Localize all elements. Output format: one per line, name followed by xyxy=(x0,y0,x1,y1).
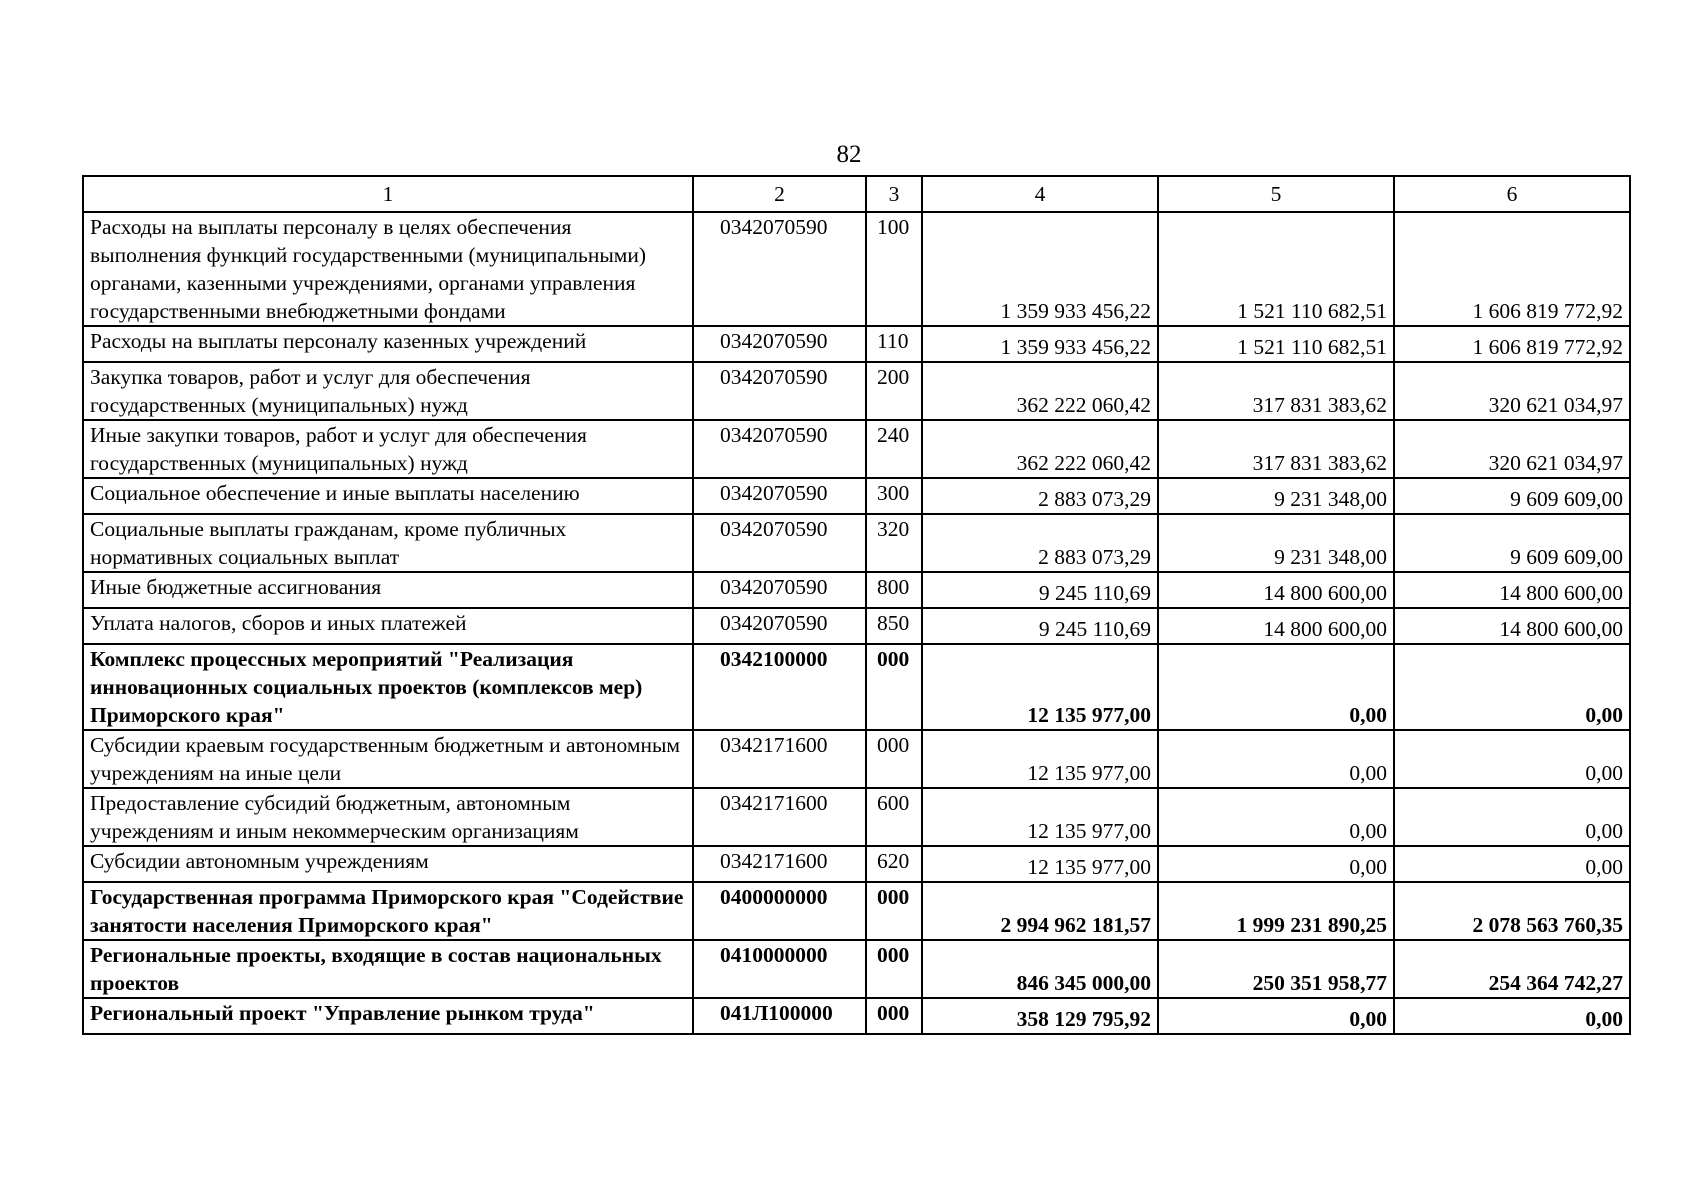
amount-year-2-cell: 0,00 xyxy=(1158,644,1394,730)
column-number: 2 xyxy=(693,176,866,212)
row-name-cell: Социальные выплаты гражданам, кроме публичных нормативных социальных выплат xyxy=(83,514,693,572)
row-name-cell: Субсидии краевым государственным бюджетным и автономным учреждениям на иные цели xyxy=(83,730,693,788)
amount-year-2-cell: 250 351 958,77 xyxy=(1158,940,1394,998)
amount-year-1-cell: 2 994 962 181,57 xyxy=(922,882,1158,940)
target-article-code-cell: 0342070590 xyxy=(693,212,866,326)
target-article-code-cell: 0400000000 xyxy=(693,882,866,940)
amount-year-2-cell: 14 800 600,00 xyxy=(1158,572,1394,608)
row-name-cell: Предоставление субсидий бюджетным, автономным учреждениям и иным некоммерческим организациям xyxy=(83,788,693,846)
amount-year-2-cell: 0,00 xyxy=(1158,730,1394,788)
column-number-row xyxy=(83,176,1630,212)
amount-year-3-cell: 14 800 600,00 xyxy=(1394,608,1630,644)
row-name-cell: Региональный проект "Управление рынком труда" xyxy=(83,998,693,1034)
amount-year-1-cell: 846 345 000,00 xyxy=(922,940,1158,998)
row-name-cell: Расходы на выплаты персоналу в целях обеспечения выполнения функций государственными (муниципальными) органами, казенными учреждениями, органами управления государственными внебюджетными фондами xyxy=(83,212,693,326)
expense-type-code-cell: 110 xyxy=(866,326,922,362)
amount-year-1-cell: 9 245 110,69 xyxy=(922,608,1158,644)
column-number: 4 xyxy=(922,176,1158,212)
amount-year-2-cell: 9 231 348,00 xyxy=(1158,478,1394,514)
row-name-cell: Социальное обеспечение и иные выплаты населению xyxy=(83,478,693,514)
expense-type-code-cell: 850 xyxy=(866,608,922,644)
amount-year-1-cell: 358 129 795,92 xyxy=(922,998,1158,1034)
table-row xyxy=(83,326,1630,362)
amount-year-1-cell: 12 135 977,00 xyxy=(922,846,1158,882)
target-article-code-cell: 0342070590 xyxy=(693,608,866,644)
table-row xyxy=(83,572,1630,608)
target-article-code-cell: 0342171600 xyxy=(693,730,866,788)
target-article-code-cell: 0410000000 xyxy=(693,940,866,998)
amount-year-1-cell: 2 883 073,29 xyxy=(922,478,1158,514)
target-article-code-cell: 0342070590 xyxy=(693,362,866,420)
target-article-code-cell: 0342171600 xyxy=(693,846,866,882)
expense-type-code-cell: 620 xyxy=(866,846,922,882)
row-name-cell: Региональные проекты, входящие в состав национальных проектов xyxy=(83,940,693,998)
amount-year-2-cell: 0,00 xyxy=(1158,846,1394,882)
expense-type-code-cell: 000 xyxy=(866,644,922,730)
amount-year-3-cell: 254 364 742,27 xyxy=(1394,940,1630,998)
amount-year-1-cell: 1 359 933 456,22 xyxy=(922,212,1158,326)
budget-table xyxy=(82,175,1631,1035)
table-row xyxy=(83,514,1630,572)
row-name-cell: Иные закупки товаров, работ и услуг для обеспечения государственных (муниципальных) нужд xyxy=(83,420,693,478)
amount-year-1-cell: 362 222 060,42 xyxy=(922,420,1158,478)
row-name-cell: Расходы на выплаты персоналу казенных учреждений xyxy=(83,326,693,362)
amount-year-3-cell: 1 606 819 772,92 xyxy=(1394,326,1630,362)
amount-year-2-cell: 1 999 231 890,25 xyxy=(1158,882,1394,940)
amount-year-3-cell: 0,00 xyxy=(1394,644,1630,730)
column-number: 6 xyxy=(1394,176,1630,212)
amount-year-3-cell: 14 800 600,00 xyxy=(1394,572,1630,608)
amount-year-2-cell: 0,00 xyxy=(1158,788,1394,846)
table-row xyxy=(83,940,1630,998)
amount-year-1-cell: 1 359 933 456,22 xyxy=(922,326,1158,362)
table-row xyxy=(83,212,1630,326)
amount-year-2-cell: 0,00 xyxy=(1158,998,1394,1034)
row-name-cell: Государственная программа Приморского края "Содействие занятости населения Приморского края" xyxy=(83,882,693,940)
amount-year-2-cell: 1 521 110 682,51 xyxy=(1158,212,1394,326)
amount-year-1-cell: 12 135 977,00 xyxy=(922,730,1158,788)
amount-year-3-cell: 9 609 609,00 xyxy=(1394,514,1630,572)
table-row xyxy=(83,420,1630,478)
expense-type-code-cell: 000 xyxy=(866,882,922,940)
amount-year-3-cell: 1 606 819 772,92 xyxy=(1394,212,1630,326)
row-name-cell: Иные бюджетные ассигнования xyxy=(83,572,693,608)
row-name-cell: Субсидии автономным учреждениям xyxy=(83,846,693,882)
expense-type-code-cell: 200 xyxy=(866,362,922,420)
expense-type-code-cell: 000 xyxy=(866,730,922,788)
amount-year-3-cell: 320 621 034,97 xyxy=(1394,362,1630,420)
expense-type-code-cell: 300 xyxy=(866,478,922,514)
expense-type-code-cell: 000 xyxy=(866,998,922,1034)
expense-type-code-cell: 600 xyxy=(866,788,922,846)
expense-type-code-cell: 320 xyxy=(866,514,922,572)
amount-year-1-cell: 12 135 977,00 xyxy=(922,788,1158,846)
row-name-cell: Уплата налогов, сборов и иных платежей xyxy=(83,608,693,644)
table-row xyxy=(83,788,1630,846)
table-row xyxy=(83,998,1630,1034)
expense-type-code-cell: 800 xyxy=(866,572,922,608)
target-article-code-cell: 0342070590 xyxy=(693,326,866,362)
amount-year-1-cell: 2 883 073,29 xyxy=(922,514,1158,572)
row-name-cell: Закупка товаров, работ и услуг для обеспечения государственных (муниципальных) нужд xyxy=(83,362,693,420)
expense-type-code-cell: 000 xyxy=(866,940,922,998)
column-number: 5 xyxy=(1158,176,1394,212)
amount-year-2-cell: 317 831 383,62 xyxy=(1158,362,1394,420)
amount-year-3-cell: 2 078 563 760,35 xyxy=(1394,882,1630,940)
target-article-code-cell: 0342070590 xyxy=(693,572,866,608)
target-article-code-cell: 0342070590 xyxy=(693,420,866,478)
expense-type-code-cell: 100 xyxy=(866,212,922,326)
amount-year-3-cell: 9 609 609,00 xyxy=(1394,478,1630,514)
amount-year-3-cell: 0,00 xyxy=(1394,998,1630,1034)
table-row xyxy=(83,478,1630,514)
table-row xyxy=(83,362,1630,420)
page-number: 82 xyxy=(836,141,862,168)
amount-year-2-cell: 9 231 348,00 xyxy=(1158,514,1394,572)
expense-type-code-cell: 240 xyxy=(866,420,922,478)
amount-year-1-cell: 9 245 110,69 xyxy=(922,572,1158,608)
column-number: 1 xyxy=(83,176,693,212)
target-article-code-cell: 041Л100000 xyxy=(693,998,866,1034)
amount-year-2-cell: 1 521 110 682,51 xyxy=(1158,326,1394,362)
amount-year-3-cell: 320 621 034,97 xyxy=(1394,420,1630,478)
amount-year-2-cell: 14 800 600,00 xyxy=(1158,608,1394,644)
row-name-cell: Комплекс процессных мероприятий "Реализация инновационных социальных проектов (комплексов мер) Приморского края" xyxy=(83,644,693,730)
table-row xyxy=(83,730,1630,788)
table-row xyxy=(83,608,1630,644)
table-row xyxy=(83,882,1630,940)
target-article-code-cell: 0342070590 xyxy=(693,478,866,514)
amount-year-3-cell: 0,00 xyxy=(1394,730,1630,788)
target-article-code-cell: 0342171600 xyxy=(693,788,866,846)
amount-year-1-cell: 362 222 060,42 xyxy=(922,362,1158,420)
amount-year-3-cell: 0,00 xyxy=(1394,846,1630,882)
column-number: 3 xyxy=(866,176,922,212)
target-article-code-cell: 0342100000 xyxy=(693,644,866,730)
amount-year-1-cell: 12 135 977,00 xyxy=(922,644,1158,730)
table-row xyxy=(83,846,1630,882)
amount-year-2-cell: 317 831 383,62 xyxy=(1158,420,1394,478)
amount-year-3-cell: 0,00 xyxy=(1394,788,1630,846)
target-article-code-cell: 0342070590 xyxy=(693,514,866,572)
table-row xyxy=(83,644,1630,730)
